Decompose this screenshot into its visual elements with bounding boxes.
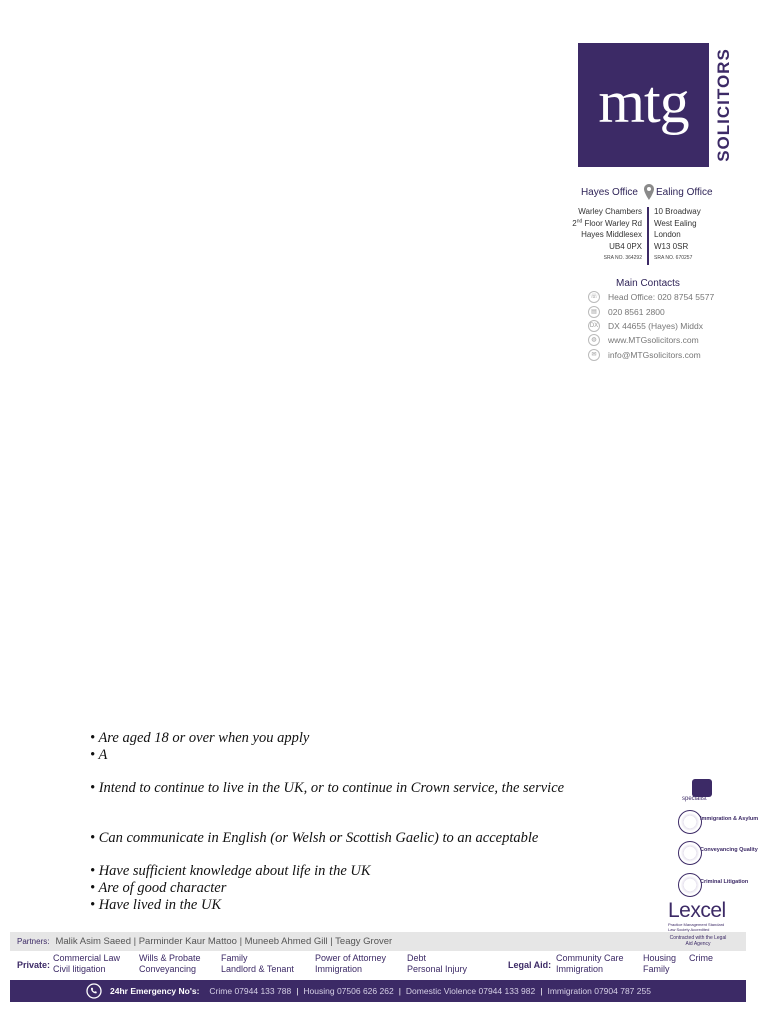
partners-bar <box>10 932 746 951</box>
seal-icon <box>678 810 702 834</box>
bullet-item: • Are aged 18 or over when you apply <box>90 730 310 746</box>
service-text: Family <box>221 953 248 963</box>
fax-icon: ▤ <box>588 306 600 318</box>
office-headings <box>560 184 750 200</box>
hayes-address <box>540 206 642 262</box>
separator: | <box>398 986 401 996</box>
service-item <box>315 953 386 975</box>
company-logo <box>578 43 709 167</box>
address-divider <box>647 207 649 265</box>
contacts-list <box>588 290 758 362</box>
contact-row <box>588 319 758 333</box>
partners-label: Partners: <box>17 937 50 946</box>
email-icon: ✉ <box>588 349 600 361</box>
seal-icon <box>678 841 702 865</box>
lexcel-sub: Practice Management Standard <box>668 922 725 927</box>
legal-aid-label: Legal Aid: <box>508 960 552 970</box>
contact-text: Head Office: 020 8754 5577 <box>608 292 715 303</box>
badge-label: Criminal Litigation <box>700 879 749 885</box>
service-text: Immigration <box>556 964 604 974</box>
phone-icon: ☏ <box>588 291 600 303</box>
service-item <box>407 953 467 975</box>
lexcel-sub: Law Society Accredited <box>668 927 710 932</box>
logo-subtitle: SOLICITORS <box>714 48 733 162</box>
service-text: Debt <box>407 953 427 963</box>
specialist-badge <box>682 776 714 804</box>
contact-row[interactable] <box>588 348 758 362</box>
service-text: Family <box>643 964 670 974</box>
address-line: Hayes Middlesex <box>581 230 642 240</box>
bullet-item: • Can communicate in English (or Welsh or Scottish Gaelic) to an acceptable <box>90 830 539 846</box>
seal-icon <box>678 873 702 897</box>
private-label: Private: <box>17 960 51 970</box>
address-line: 10 Broadway <box>654 207 701 216</box>
services-row <box>0 953 768 979</box>
phone-icon <box>86 983 102 999</box>
legal-aid-contract: Contracted with the Legal Aid Agency <box>669 935 727 947</box>
ealing-address <box>654 206 744 262</box>
service-item <box>689 953 713 964</box>
service-text: Landlord & Tenant <box>221 964 294 974</box>
service-item <box>53 953 120 975</box>
location-pin-icon <box>644 184 654 203</box>
badge-label: specialist <box>682 796 707 802</box>
service-text: Conveyancing <box>139 964 197 974</box>
service-text: Civil litigation <box>53 964 106 974</box>
service-text: Personal Injury <box>407 964 468 974</box>
contact-text: DX 44655 (Hayes) Middx <box>608 320 703 331</box>
service-text: Housing <box>643 953 677 963</box>
globe-icon: ◍ <box>588 334 600 346</box>
contact-text: 020 8561 2800 <box>608 306 665 317</box>
bullet-item: • A <box>90 747 108 763</box>
service-item <box>221 953 294 975</box>
bullet-item: • Are of good character <box>90 880 227 896</box>
emergency-number: Immigration 07904 787 255 <box>547 986 651 996</box>
service-text: Power of Attorney <box>315 953 387 963</box>
hayes-sra-number: SRA NO. 364292 <box>603 255 642 262</box>
bullet-item: • Have sufficient knowledge about life in the UK <box>90 863 371 879</box>
badge-label: Immigration & Asylum <box>700 816 759 822</box>
person-icon <box>692 779 712 797</box>
address-line: Warley Chambers <box>578 207 642 216</box>
lexcel-badge <box>668 900 744 932</box>
partners-names: Malik Asim Saeed | Parminder Kaur Mattoo | Muneeb Ahmed Gill | Teagy Grover <box>55 936 393 947</box>
contact-row <box>588 304 758 318</box>
service-item <box>556 953 624 975</box>
email-link[interactable]: info@MTGsolicitors.com <box>608 349 701 360</box>
service-text: Immigration <box>315 964 363 974</box>
service-text: Commercial Law <box>53 953 121 963</box>
website-link[interactable]: www.MTGsolicitors.com <box>608 335 699 346</box>
service-text: Crime <box>689 953 713 963</box>
address-line: W13 0SR <box>654 241 689 251</box>
criminal-badge <box>678 873 749 901</box>
separator: | <box>296 986 299 996</box>
service-text: Community Care <box>556 953 624 963</box>
service-text: Wills & Probate <box>139 953 201 963</box>
address-line: London <box>654 230 681 240</box>
emergency-bar <box>10 980 746 1002</box>
contact-row <box>588 290 758 304</box>
dx-icon: DX <box>588 320 600 332</box>
bullet-item: • Have lived in the UK <box>90 897 222 913</box>
address-line: West Ealing <box>654 218 697 228</box>
hayes-office-title: Hayes Office <box>580 187 638 198</box>
conveyancing-badge <box>678 841 758 869</box>
emergency-number: Crime 07944 133 788 <box>209 986 292 996</box>
emergency-number: Housing 07506 626 262 <box>303 986 394 996</box>
emergency-title: 24hr Emergency No's: <box>110 986 200 996</box>
emergency-number: Domestic Violence 07944 133 982 <box>405 986 536 996</box>
contact-row[interactable] <box>588 333 758 347</box>
separator: | <box>540 986 543 996</box>
ealing-office-title: Ealing Office <box>656 187 713 198</box>
bullet-item: • Intend to continue to live in the UK, or to continue in Crown service, the service <box>90 780 565 796</box>
lexcel-logo: Lexcel <box>668 899 726 922</box>
main-contacts-title: Main Contacts <box>616 278 680 289</box>
address-line: UB4 0PX <box>609 241 642 251</box>
logo-subtitle-container <box>711 43 737 167</box>
service-item <box>643 953 676 975</box>
address-line: 2nd Floor Warley Rd <box>572 217 642 228</box>
service-item <box>139 953 201 975</box>
ealing-sra-number: SRA NO. 670257 <box>654 255 693 262</box>
immigration-badge <box>678 810 759 838</box>
badge-label: Conveyancing Quality <box>700 847 758 853</box>
logo-text: mtg <box>598 69 689 135</box>
